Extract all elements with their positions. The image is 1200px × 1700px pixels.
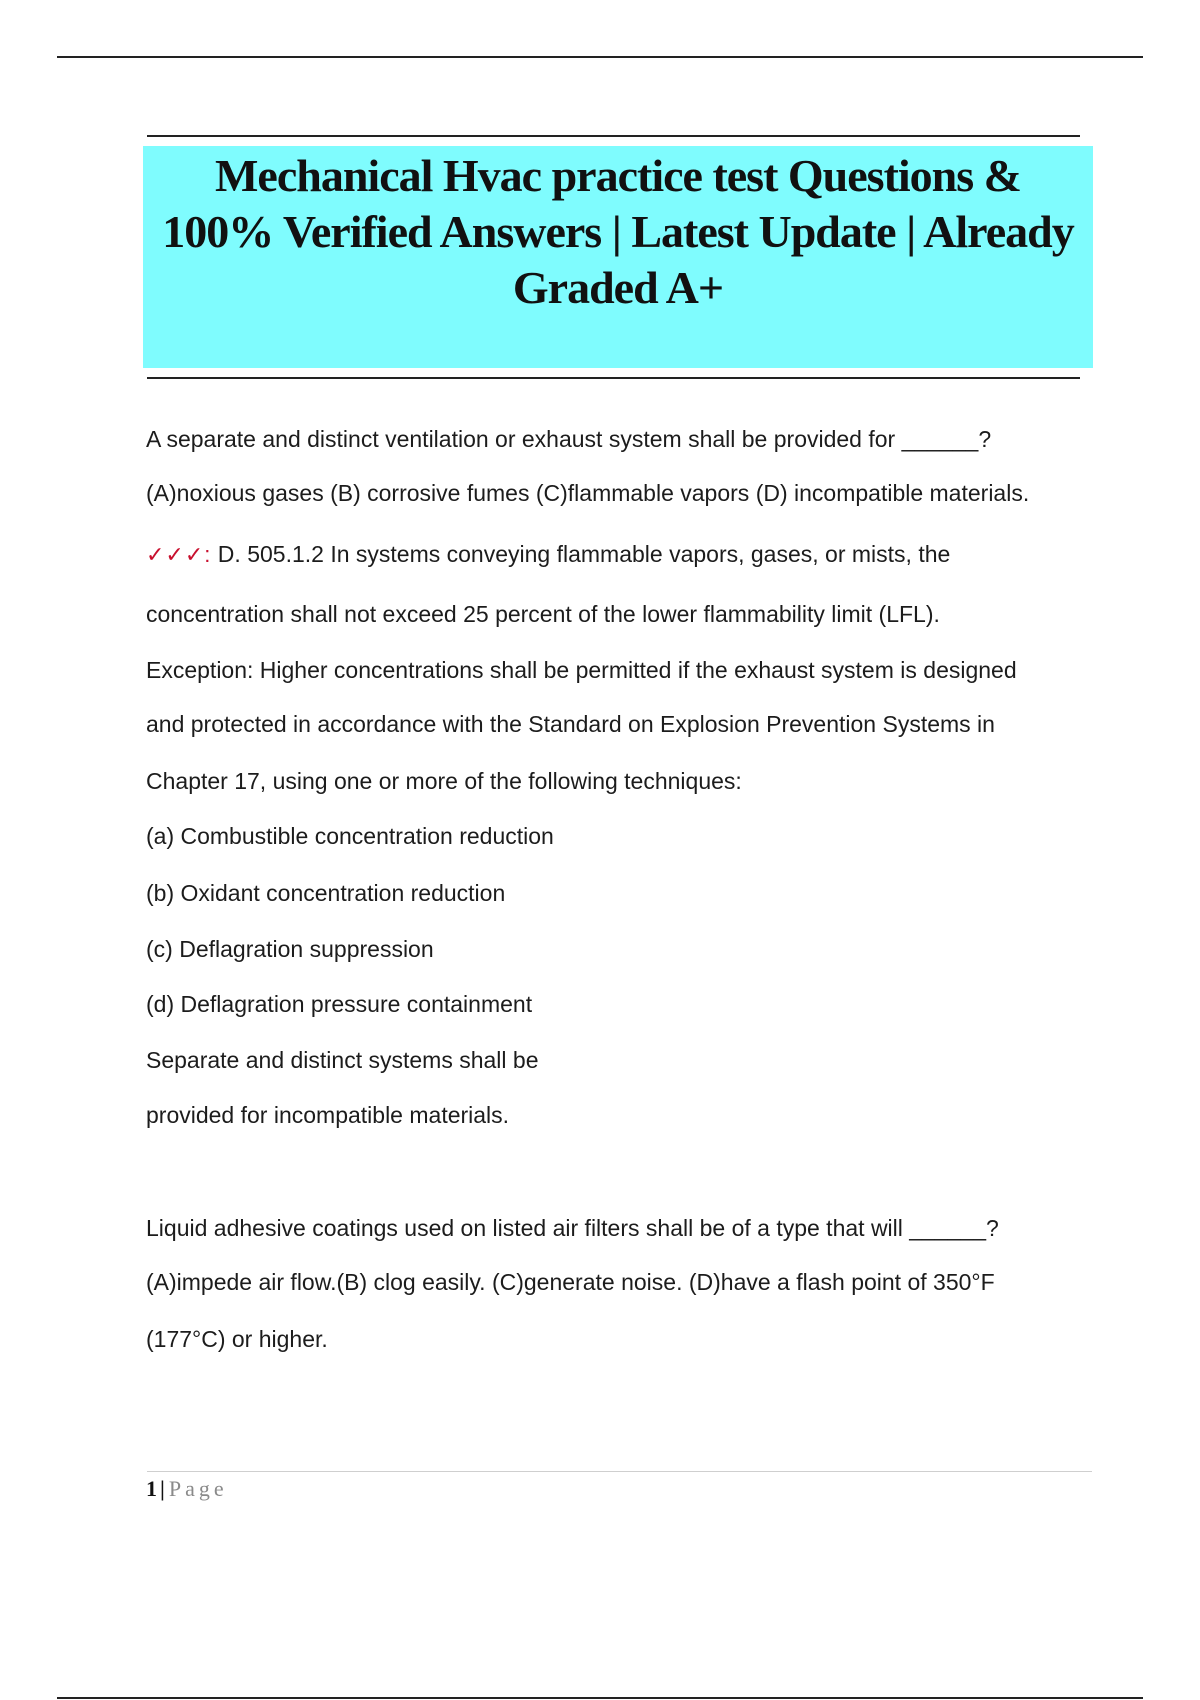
question-1-text: A separate and distinct ventilation or exhaust system shall be provided for ______? xyxy=(146,426,992,452)
question-1-answer-line-1 xyxy=(146,540,950,569)
page-number: 1 xyxy=(146,1476,157,1501)
page-label: Page xyxy=(168,1476,228,1501)
title-line-2: 100% Verified Answers | Latest Update | Already xyxy=(162,206,1074,257)
checkmarks-icon: ✓✓✓: xyxy=(146,542,212,567)
question-2-options-line-2: (177°C) or higher. xyxy=(146,1326,328,1352)
question-1-answer-line-4: and protected in accordance with the Standard on Explosion Prevention Systems in xyxy=(146,711,995,737)
technique-a: (a) Combustible concentration reduction xyxy=(146,823,554,849)
title-bottom-rule xyxy=(147,377,1080,379)
title-line-3: Graded A+ xyxy=(512,262,724,313)
question-1-answer-line-3: Exception: Higher concentrations shall be permitted if the exhaust system is designed xyxy=(146,657,1017,683)
title-banner xyxy=(143,146,1093,368)
title-line-1: Mechanical Hvac practice test Questions & xyxy=(215,150,1021,201)
question-2-text: Liquid adhesive coatings used on listed air filters shall be of a type that will ______? xyxy=(146,1215,999,1241)
page-top-rule xyxy=(57,56,1143,58)
document-title xyxy=(143,148,1093,316)
technique-b: (b) Oxidant concentration reduction xyxy=(146,880,506,906)
footer-rule xyxy=(147,1471,1092,1472)
footer-separator: | xyxy=(160,1476,165,1501)
title-top-rule xyxy=(147,135,1080,137)
answer-text: D. 505.1.2 In systems conveying flammable vapors, gases, or mists, the xyxy=(211,541,951,567)
question-1-options: (A)noxious gases (B) corrosive fumes (C)flammable vapors (D) incompatible materials. xyxy=(146,480,1030,506)
question-1-answer-line-2: concentration shall not exceed 25 percent of the lower flammability limit (LFL). xyxy=(146,601,940,627)
closing-line-1: Separate and distinct systems shall be xyxy=(146,1047,539,1073)
closing-line-2: provided for incompatible materials. xyxy=(146,1102,510,1128)
technique-d: (d) Deflagration pressure containment xyxy=(146,991,533,1017)
page-footer xyxy=(146,1476,228,1502)
page-bottom-rule xyxy=(57,1697,1143,1699)
question-2-options-line-1: (A)impede air flow.(B) clog easily. (C)generate noise. (D)have a flash point of 350°F xyxy=(146,1269,995,1295)
question-1-answer-line-5: Chapter 17, using one or more of the following techniques: xyxy=(146,768,742,794)
technique-c: (c) Deflagration suppression xyxy=(146,936,434,962)
